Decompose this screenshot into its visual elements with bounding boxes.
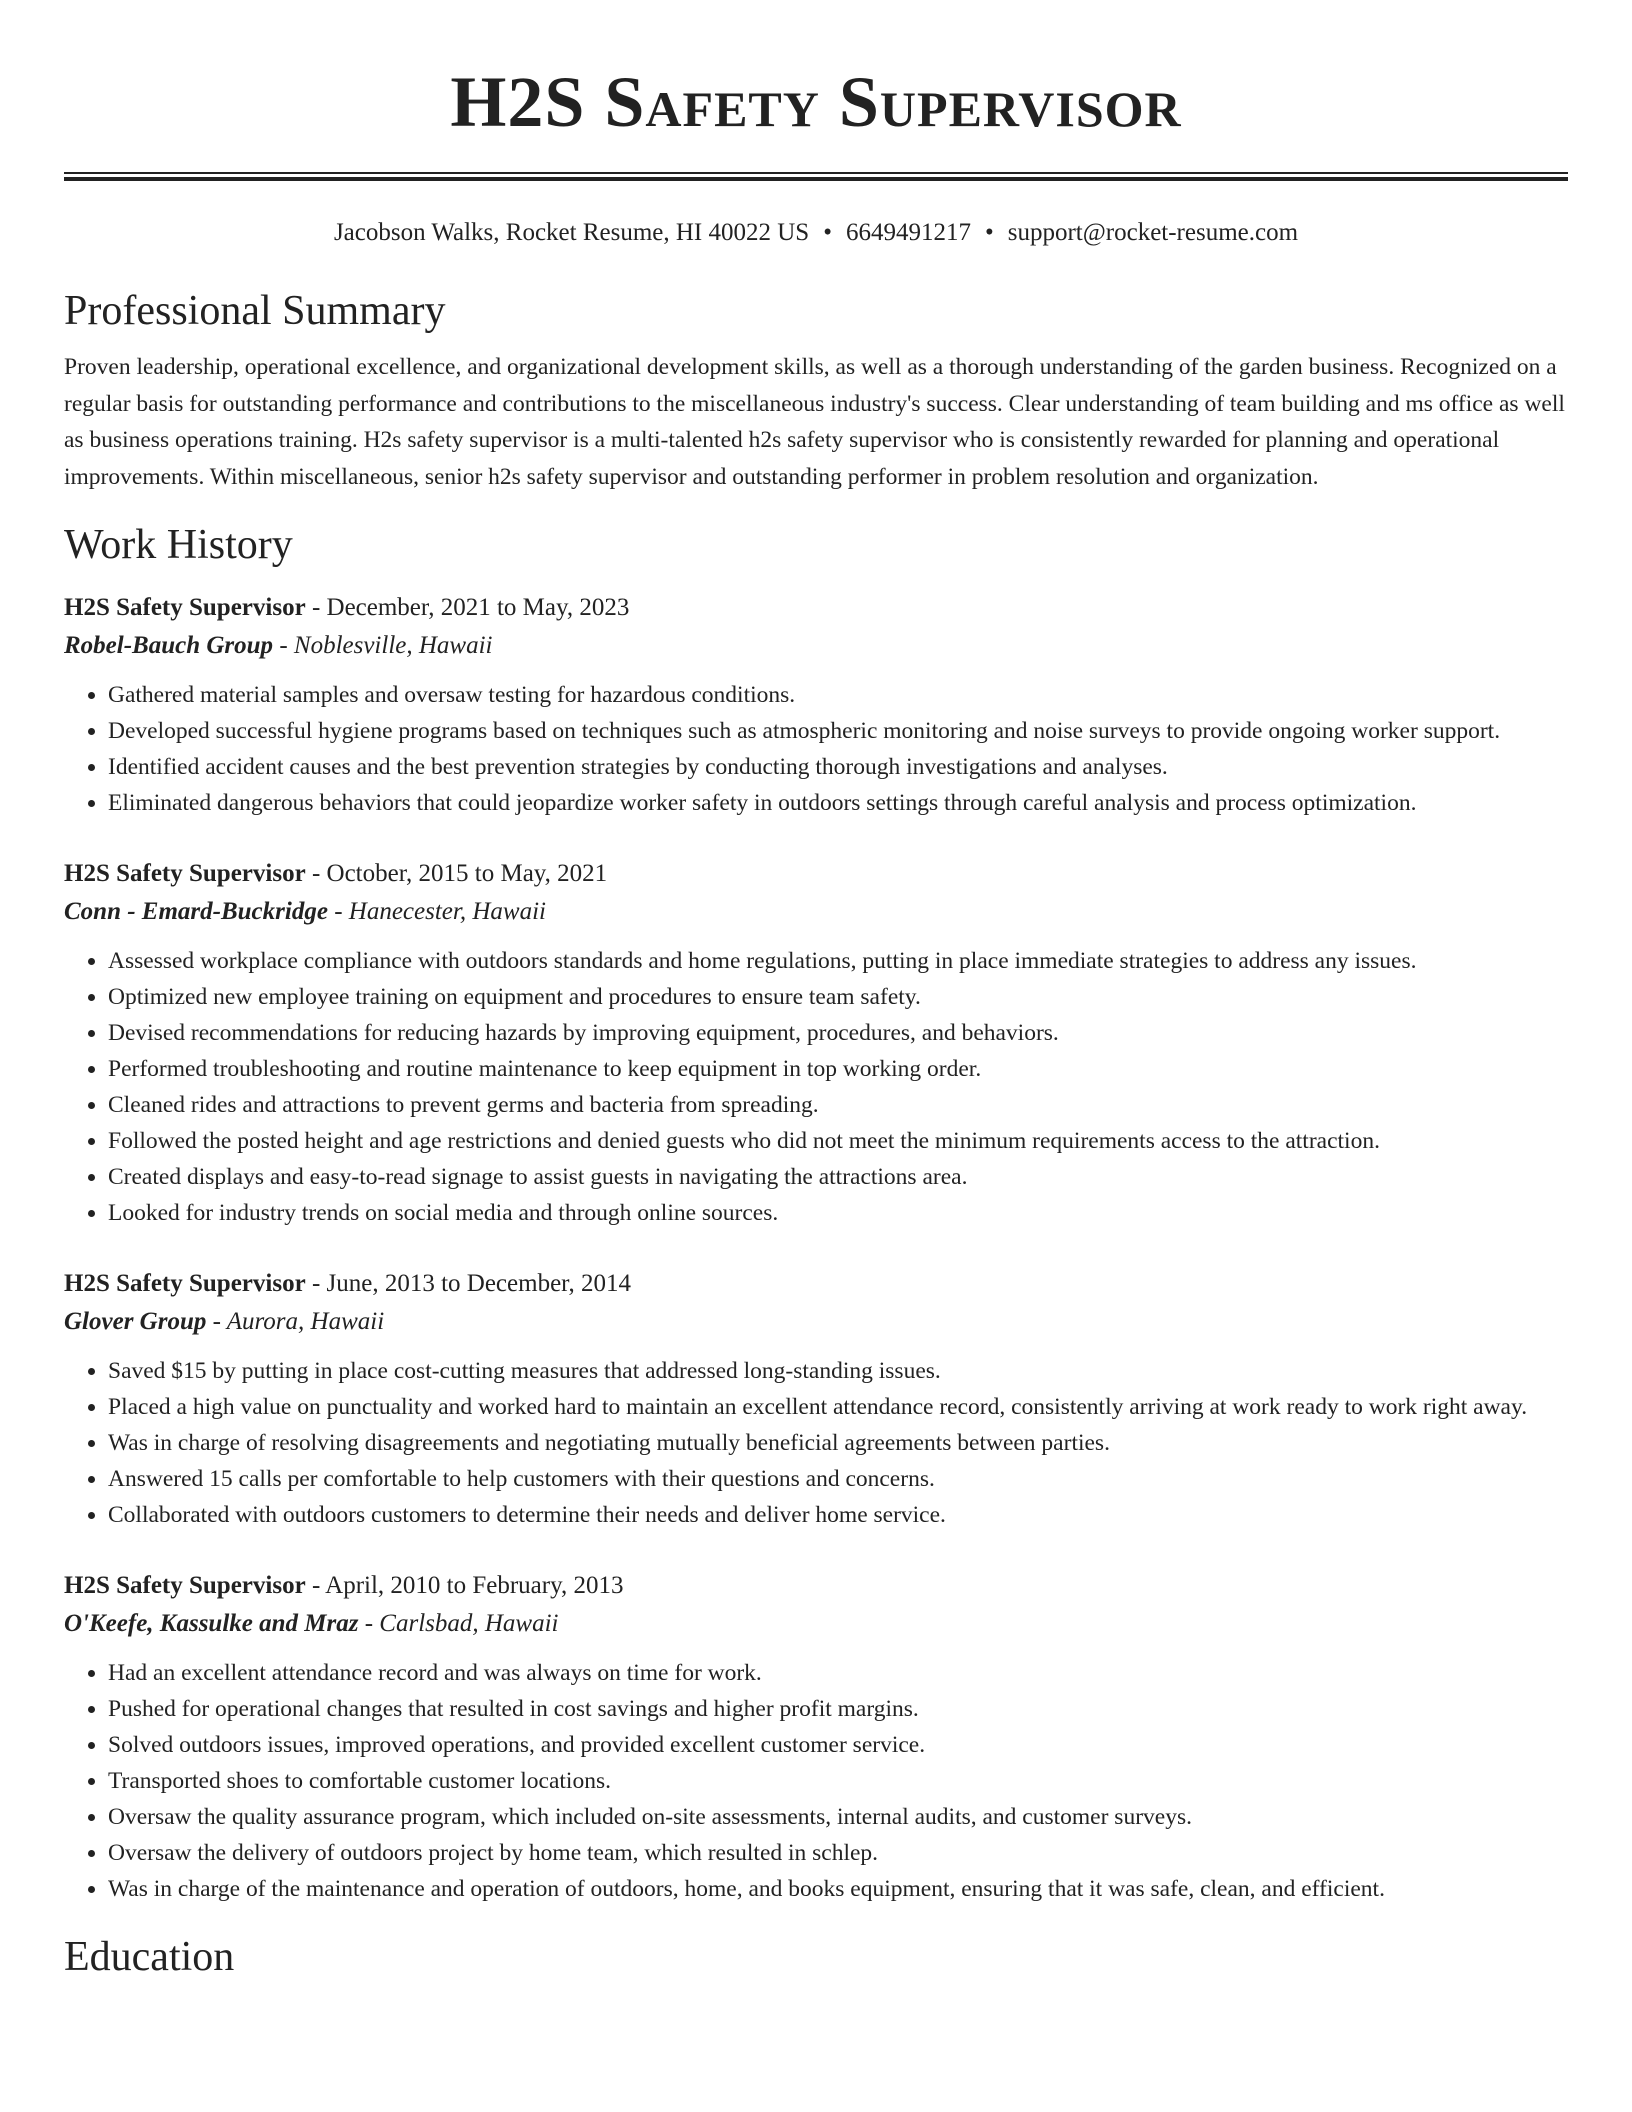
job-employer <box>64 627 1568 665</box>
contact-separator: • <box>984 219 994 246</box>
job-bullet: • Identified accident causes and the best prevention strategies by conducting thorough investigations and analyses. <box>108 749 1568 785</box>
job-employer <box>64 1605 1568 1643</box>
job-bullet: • Looked for industry trends on social media and through online sources. <box>108 1195 1568 1231</box>
job-entry <box>64 855 1568 1231</box>
job-dates: - December, 2021 to May, 2023 <box>305 594 630 621</box>
job-employer <box>64 1303 1568 1341</box>
job-bullet: • Oversaw the quality assurance program, which included on-site assessments, internal audits, and customer surveys. <box>108 1799 1568 1835</box>
job-title: H2S Safety Supervisor <box>64 1270 306 1297</box>
job-bullets <box>64 677 1568 821</box>
job-bullet: • Cleaned rides and attractions to prevent germs and bacteria from spreading. <box>108 1087 1568 1123</box>
job-header <box>64 1567 1568 1605</box>
job-company: Conn - Emard-Buckridge <box>64 898 328 925</box>
job-company: Robel-Bauch Group <box>64 632 274 659</box>
job-bullet: • Answered 15 calls per comfortable to help customers with their questions and concerns. <box>108 1461 1568 1497</box>
job-title: H2S Safety Supervisor <box>64 594 306 621</box>
job-bullet: • Pushed for operational changes that resulted in cost savings and higher profit margins. <box>108 1691 1568 1727</box>
job-company: O'Keefe, Kassulke and Mraz <box>64 1610 359 1637</box>
job-bullets <box>64 943 1568 1231</box>
job-entry <box>64 1265 1568 1533</box>
job-bullet: • Placed a high value on punctuality and worked hard to maintain an excellent attendance record, consistently arriving at work ready to work right away. <box>108 1389 1568 1425</box>
job-header <box>64 855 1568 893</box>
header-divider <box>64 172 1568 181</box>
contact-email: support@rocket-resume.com <box>1007 219 1299 246</box>
job-location: - Carlsbad, Hawaii <box>358 1610 559 1637</box>
job-bullet: • Was in charge of the maintenance and operation of outdoors, home, and books equipment, ensuring that it was safe, clean, and efficient. <box>108 1871 1568 1907</box>
job-location: - Aurora, Hawaii <box>206 1308 385 1335</box>
job-company: Glover Group <box>64 1308 207 1335</box>
job-header <box>64 589 1568 627</box>
job-dates: - October, 2015 to May, 2021 <box>305 860 608 887</box>
job-title: H2S Safety Supervisor <box>64 860 306 887</box>
summary-text: Proven leadership, operational excellence, and organizational development skills, as well as a thorough understanding of the garden business. Recognized on a regular basis for outstanding performance and contributions to the miscellaneous industry's success. Clear understanding of team building and ms office as well as business operations training. H2s safety supervisor is a multi-talented h2s safety supervisor who is consistently rewarded for planning and operational improvements. Within miscellaneous, senior h2s safety supervisor and outstanding performer in problem resolution and organization. <box>64 354 1565 490</box>
job-dates: - April, 2010 to February, 2013 <box>305 1572 624 1599</box>
job-bullets <box>64 1353 1568 1533</box>
job-bullet: • Had an excellent attendance record and was always on time for work. <box>108 1655 1568 1691</box>
job-bullet: • Eliminated dangerous behaviors that could jeopardize worker safety in outdoors settings through careful analysis and process optimization. <box>108 785 1568 821</box>
job-bullet: • Assessed workplace compliance with outdoors standards and home regulations, putting in place immediate strategies to address any issues. <box>108 943 1568 979</box>
job-bullet: • Created displays and easy-to-read signage to assist guests in navigating the attractions area. <box>108 1159 1568 1195</box>
job-header <box>64 1265 1568 1303</box>
job-employer <box>64 893 1568 931</box>
contact-address: Jacobson Walks, Rocket Resume, HI 40022 US <box>333 219 810 246</box>
contact-separator: • <box>823 219 832 246</box>
job-bullet: • Was in charge of resolving disagreements and negotiating mutually beneficial agreements between parties. <box>108 1425 1568 1461</box>
job-bullet: • Solved outdoors issues, improved operations, and provided excellent customer service. <box>108 1727 1568 1763</box>
job-title: H2S Safety Supervisor <box>64 1572 306 1599</box>
job-entry <box>64 589 1568 821</box>
job-bullet: • Oversaw the delivery of outdoors project by home team, which resulted in schlep. <box>108 1835 1568 1871</box>
job-bullet: • Performed troubleshooting and routine maintenance to keep equipment in top working order. <box>108 1051 1568 1087</box>
summary-heading: Professional Summary <box>64 288 446 334</box>
job-bullet: • Followed the posted height and age restrictions and denied guests who did not meet the minimum requirements access to the attraction. <box>108 1123 1568 1159</box>
job-location: - Noblesville, Hawaii <box>273 632 493 659</box>
resume-name-title: H2S Safety Supervisor <box>450 62 1182 142</box>
job-bullet: • Developed successful hygiene programs based on techniques such as atmospheric monitoring and noise surveys to provide ongoing worker support. <box>108 713 1568 749</box>
job-location: - Hanecester, Hawaii <box>327 898 546 925</box>
job-dates: - June, 2013 to December, 2014 <box>305 1270 631 1297</box>
job-bullets <box>64 1655 1568 1907</box>
job-entry <box>64 1567 1568 1907</box>
job-bullet: • Transported shoes to comfortable customer locations. <box>108 1763 1568 1799</box>
work-history-heading: Work History <box>64 522 293 568</box>
education-heading: Education <box>64 1934 235 1980</box>
job-bullet: • Saved $15 by putting in place cost-cutting measures that addressed long-standing issues. <box>108 1353 1568 1389</box>
job-bullet: • Optimized new employee training on equipment and procedures to ensure team safety. <box>108 979 1568 1015</box>
contact-line <box>64 217 1568 249</box>
contact-phone: 6649491217 <box>845 219 971 246</box>
job-bullet: • Gathered material samples and oversaw testing for hazardous conditions. <box>108 677 1568 713</box>
job-bullet: • Collaborated with outdoors customers to determine their needs and deliver home service. <box>108 1497 1568 1533</box>
job-bullet: • Devised recommendations for reducing hazards by improving equipment, procedures, and behaviors. <box>108 1015 1568 1051</box>
